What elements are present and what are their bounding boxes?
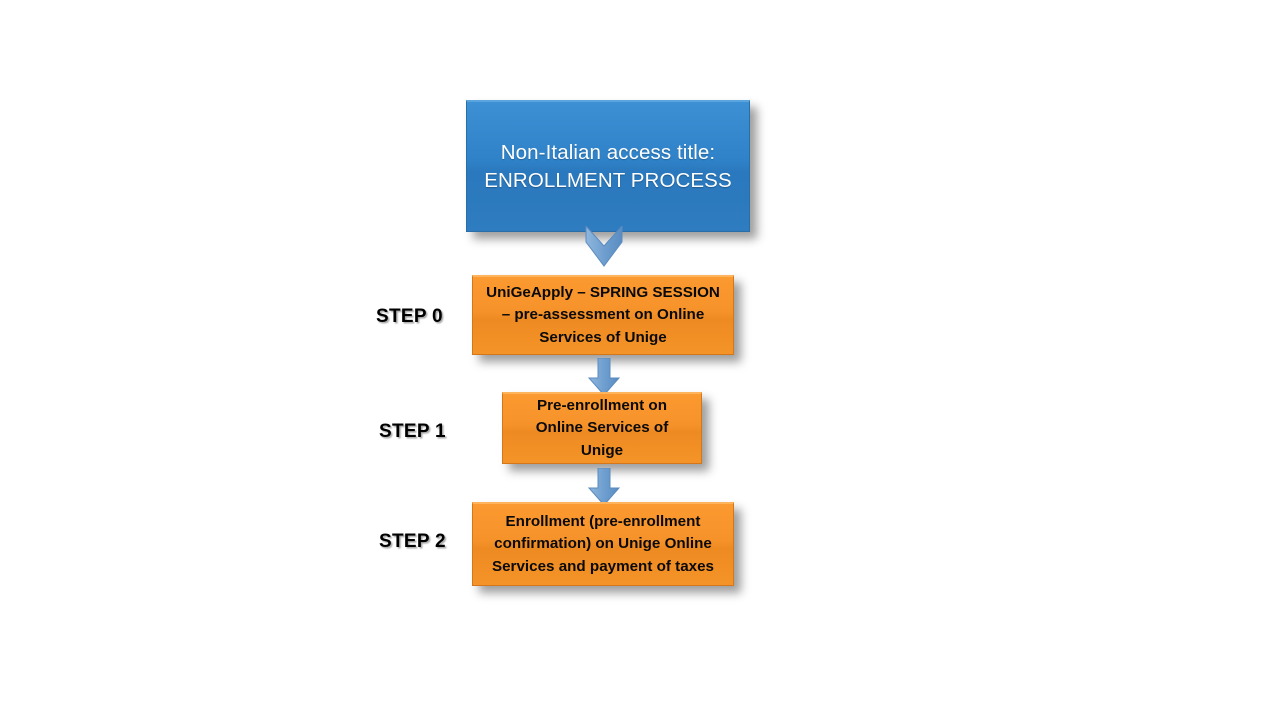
step-box-0-label: UniGeApply – SPRING SESSION – pre-assessment on Online Services of Unige [486,284,720,346]
step-box-2 [472,502,734,586]
title-box-line1: Non-Italian access title: [500,140,716,164]
step-label-2: STEP 2 [379,531,446,552]
step-box-0 [472,275,734,355]
title-box-label [470,139,745,194]
step-label-0: STEP 0 [376,306,443,327]
step-box-1-label: Pre-enrollment on Online Services of Unige [535,397,669,459]
down-arrow-step1-to-step2 [588,468,620,506]
down-arrow-step0-to-step1 [588,358,620,396]
chevron-down-arrow-title-to-step0 [578,226,630,278]
step-box-1 [502,392,702,464]
title-box-line2: ENROLLMENT PROCESS [484,168,732,192]
step-box-2-label: Enrollment (pre-enrollment confirmation) on Unige Online Services and payment of taxes [491,513,714,575]
title-box [466,100,750,232]
step-label-1: STEP 1 [379,421,446,442]
